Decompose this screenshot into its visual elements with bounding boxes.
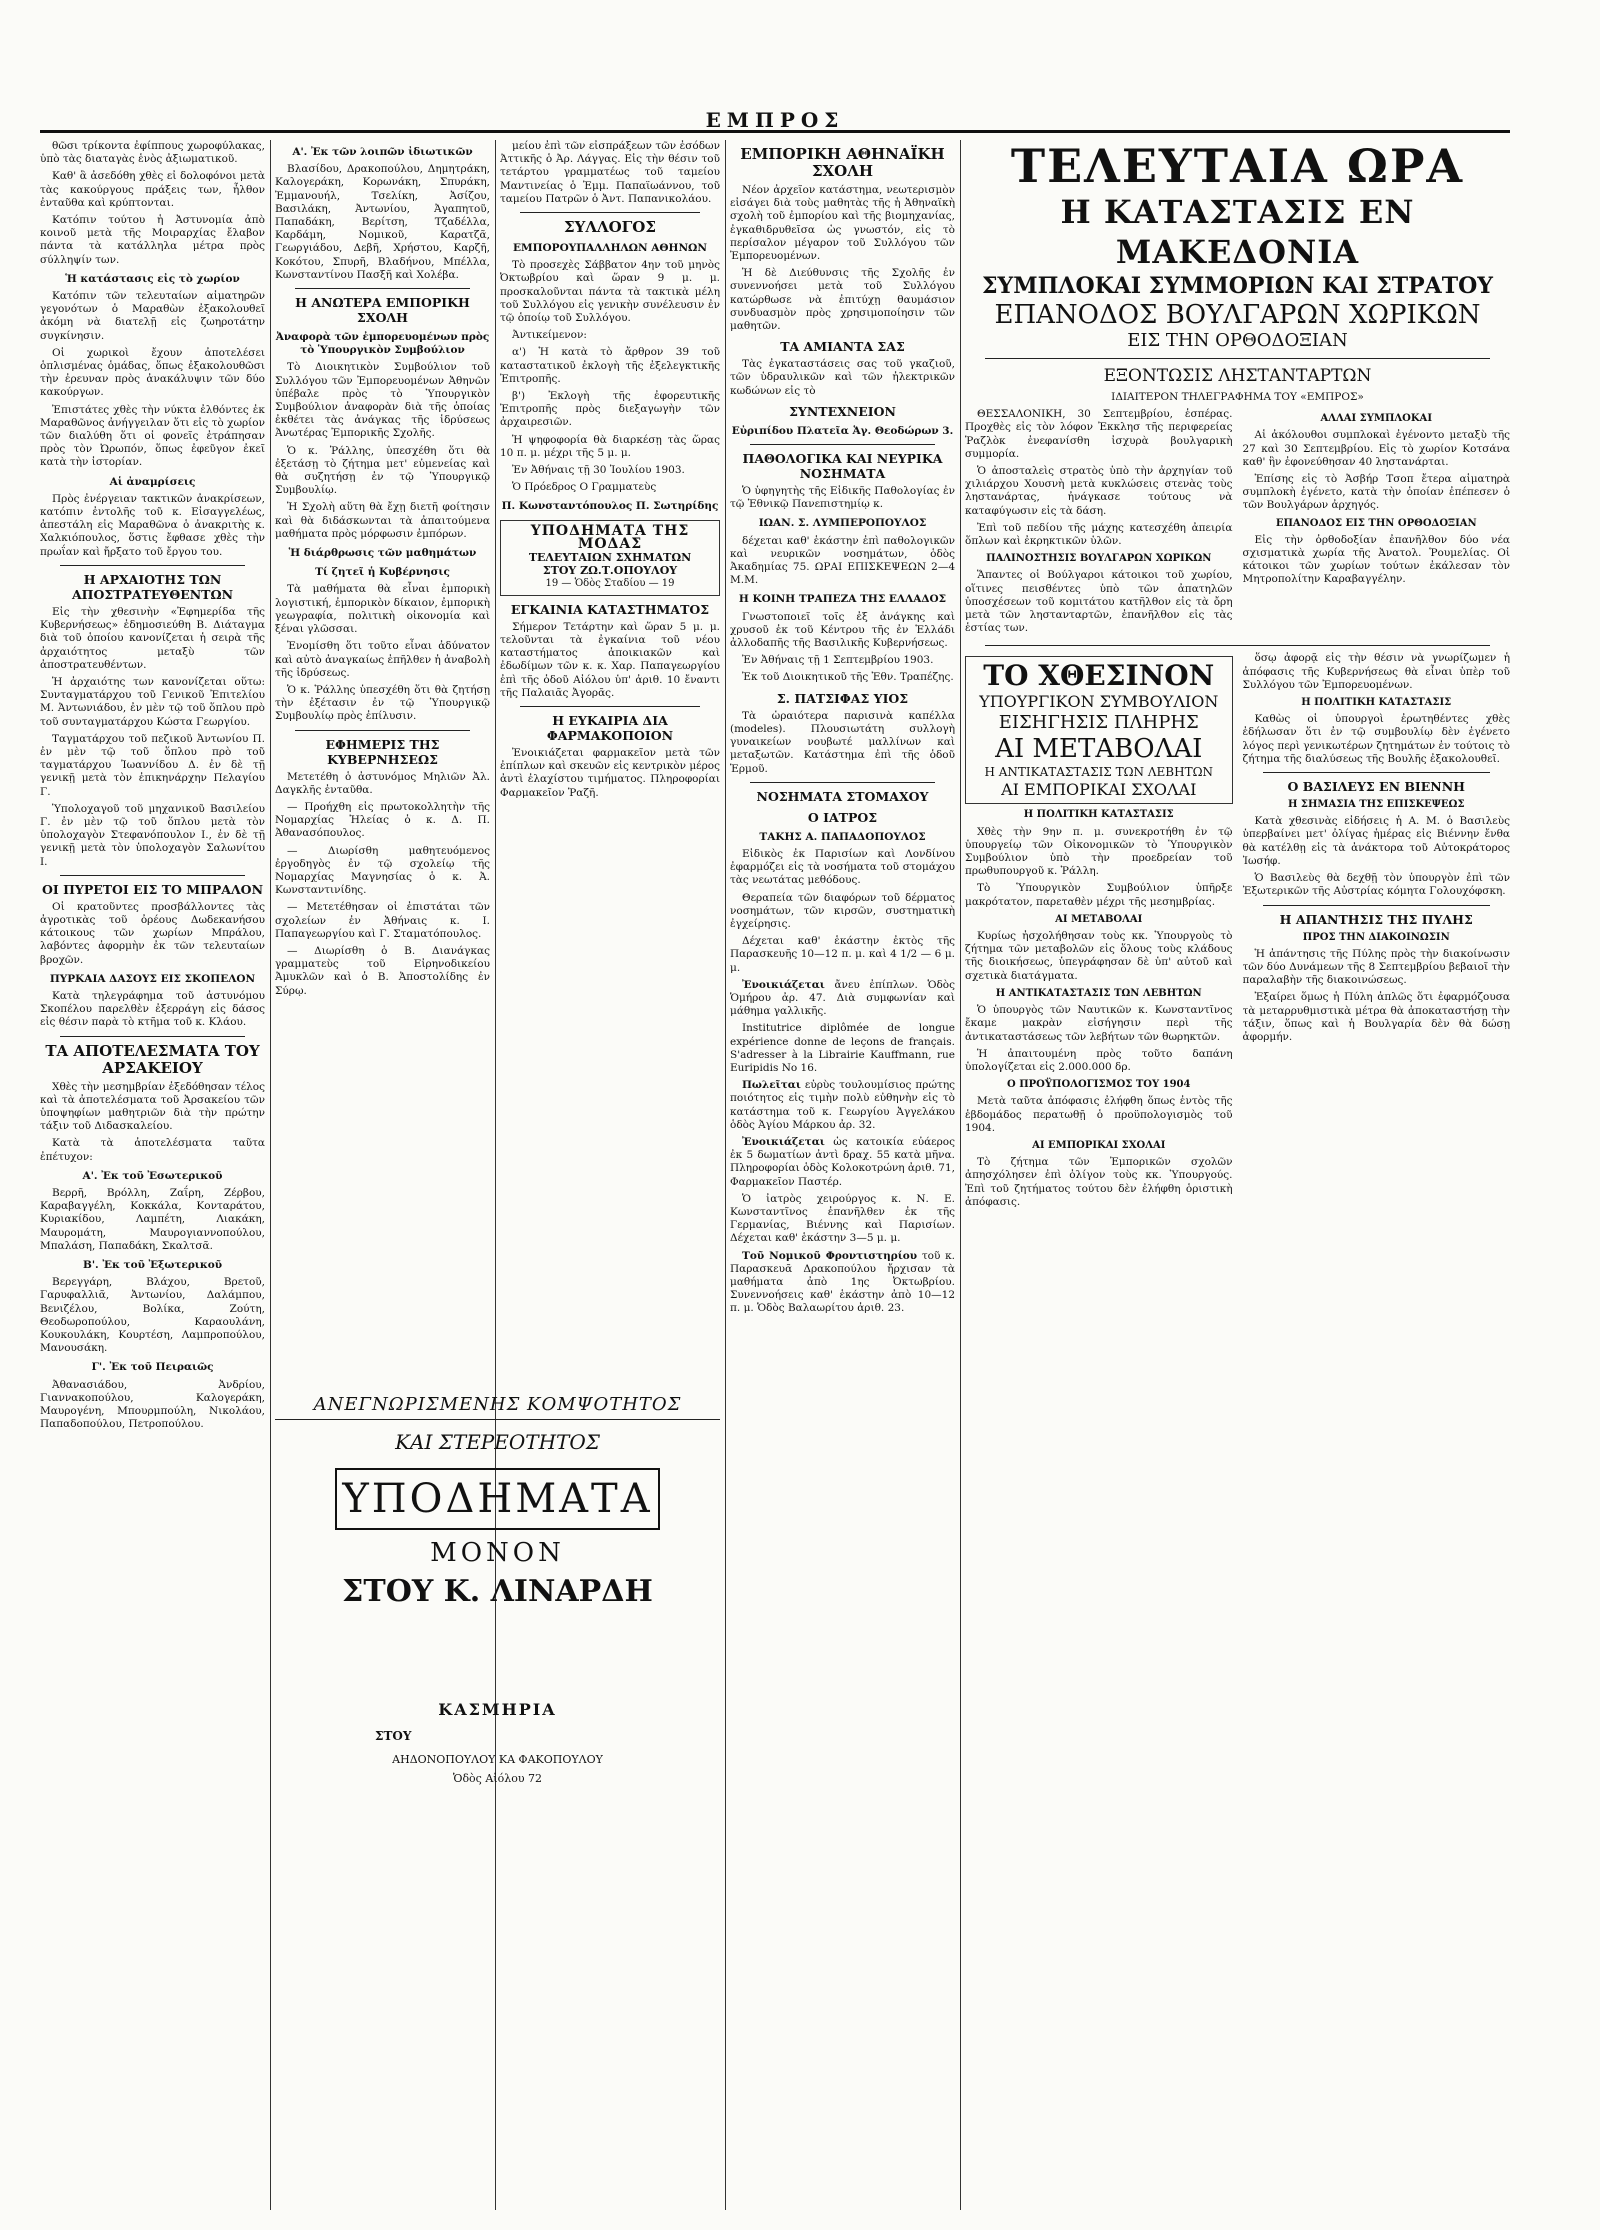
- paragraph: Τὸ Διοικητικὸν Συμβούλιον τοῦ Συλλόγου τῶν Ἐμπορευομένων Ἀθηνῶν ὑπέβαλε πρὸς τὸ Ὑπουργικὸν Συμβούλιον ἀναφορὰν διὰ τῆς ὁποίας ἐκθέτει τὰς ἀνάγκας τῆς ἱδρύσεως Ἀνωτέρας Ἐμπορικῆς Σχολῆς.: [275, 361, 490, 440]
- paragraph: Νέον ἀρχεῖον κατάστημα, νεωτερισμὸν εἰσάγει διὰ τοὺς μαθητὰς τῆς ἡ Ἀθηναϊκὴ σχολὴ τοῦ ἐμπορίου καὶ τῆς βιομηχανίας, ἐγκαθιδρυθεῖσα ὡς γνωστόν, εἰς τὸ περίσαλον μέγαρον τοῦ Συλλόγου τῶν Ἐμπορευομένων.: [730, 184, 955, 263]
- paragraph: Κυρίως ἠσχολήθησαν τοὺς κκ. Ὑπουργοὺς τὸ ζήτημα τῶν μεταβολῶν εἰς ὅλους τοὺς κλάδους τῆς διοικήσεως, ὑπεγράφησαν δὲ ὑπ' αὐτοῦ καὶ σχετικὰ διατάγματα.: [965, 930, 1233, 982]
- article-headline: Η ΕΥΚΑΙΡΙΑ ΔΙΑ ΦΑΡΜΑΚΟΠΟΙΟΝ: [546, 712, 674, 743]
- divider: [60, 565, 245, 566]
- classified-text: τοῦ κ. Παρασκευᾶ Δρακοπούλου ἤρχισαν τὰ μαθήματα ἀπὸ 1ης Ὀκτωβρίου. Συνεννοήσεις καθ' ἑκάστην ἀπὸ 10—12 π. μ. Ὁδὸς Βαλαωρίτου ἀριθ. 23.: [730, 1249, 955, 1315]
- article-headline: ΕΓΚΑΙΝΙΑ ΚΑΤΑΣΤΗΜΑΤΟΣ: [510, 601, 710, 617]
- subcolumn-right: [1243, 652, 1511, 1212]
- section-heading: Αἱ ἀναμρίσεις: [109, 475, 196, 488]
- subcolumn-right: [1243, 408, 1511, 639]
- shoe-advertisement: [275, 1390, 720, 1660]
- paragraph: Τὸ ζήτημα τῶν Ἐμπορικῶν σχολῶν ἀπησχόλησεν ἐπὶ ὀλίγον τοὺς κκ. Ὑπουργούς. Ἐπὶ τοῦ ζητήματος τούτου δὲν ἐλήφθη ὁριστικὴ ἀπόφασις.: [965, 1156, 1233, 1208]
- paragraph: Μετὰ ταῦτα ἀπόφασις ἐλήφθη ὅπως ἐντὸς τῆς ἑβδομάδος περατωθῇ ὁ προϋπολογισμὸς τοῦ 1904.: [965, 1095, 1233, 1134]
- ad-title: ΥΠΟΔΗΜΑΤΑ ΤΗΣ ΜΟΔΑΣ: [530, 522, 690, 552]
- paragraph: Ὁ Πρόεδρος Ο Γραμματεὺς: [512, 481, 657, 494]
- paragraph: Χθὲς τὴν 9ην π. μ. συνεκροτήθη ἐν τῷ ὑπουργείῳ τῶν Οἰκονομικῶν τὸ Ὑπουργικὸν Συμβούλιον ὑπὸ τὴν προεδρείαν τοῦ πρωθυπουργοῦ κ. Ῥάλλη.: [965, 825, 1233, 878]
- paragraph: Οἱ κρατοῦντες προσβάλλοντες τὰς ἀγροτικὰς τοῦ ὀρέους Δωδεκανήσου κάτοικους τῶν χωρίων Μπράλου, λαβόντες ἀφορμὴν ἐκ τῶν τελευταίων βροχῶν.: [40, 900, 265, 966]
- paragraph: Πρὸς ἐνέργειαν τακτικῶν ἀνακρίσεων, κατόπιν ἐντολῆς τοῦ κ. Εἰσαγγελέως, ἀπεστάλη εἰς Μαραθῶνα ὁ ἀνακριτὴς κ. Χαλκιόπουλος, ὅστις ἔφθασε χθὲς τὴν πρωΐαν καὶ ἤρξατο τοῦ ἔργου του.: [40, 492, 265, 558]
- paragraph: Ὁ ὑφηγητὴς τῆς Εἰδικῆς Παθολογίας ἐν τῷ Ἐθνικῷ Πανεπιστημίῳ κ.: [730, 485, 955, 511]
- headline-tertiary: Η ΑΝΤΙΚΑΤΑΣΤΑΣΙΣ ΤΩΝ ΛΕΒΗΤΩΝ: [984, 765, 1214, 780]
- headline-tertiary: ΣΥΜΠΛΟΚΑΙ ΣΥΜΜΟΡΙΩΝ ΚΑΙ ΣΤΡΑΤΟΥ: [982, 273, 1493, 299]
- article-headline: ΟΙ ΠΥΡΕΤΟΙ ΕΙΣ ΤΟ ΜΠΡΑΛΟΝ: [42, 881, 263, 897]
- subheading: Η ΠΟΛΙΤΙΚΗ ΚΑΤΑΣΤΑΣΙΣ: [1301, 697, 1452, 709]
- latest-news-block: [965, 140, 1510, 404]
- paragraph: Κατὰ τὰ ἀποτελέσματα ταῦτα ἐπέτυχον:: [40, 1137, 265, 1163]
- divider: [60, 1036, 245, 1037]
- paragraph: Ἐνοικιάζεται φαρμακεῖον μετὰ τῶν ἐπίπλων καὶ σκευῶν εἰς κεντρικὸν μέρος ἀντὶ ἐλαχίστου τιμήματος. Πληροφορίαι Φαρμακεῖον Ῥαζῆ.: [500, 746, 720, 799]
- paragraph: Τὸ προσεχὲς Σάββατον 4ην τοῦ μηνὸς Ὀκτωβρίου καὶ ὥραν 9 μ. μ. προσκαλοῦνται πάντα τὰ τακτικὰ μέλη τοῦ Συλλόγου εἰς γενικὴν συνέλευσιν ἐν τῷ ὁποίῳ τοῦ Συλλόγου.: [500, 259, 720, 325]
- ad-headline: Η ΚΟΙΝΗ ΤΡΑΠΕΖΑ ΤΗΣ ΕΛΛΑΔΟΣ: [738, 593, 947, 606]
- paragraph: — Διωρίσθη μαθητευόμενος ἐργοδηγὸς ἐν τῷ σχολείῳ τῆς Νομαρχίας Μαγνησίας ὁ κ. Ἀ. Κωνσταντινίδης.: [275, 844, 490, 897]
- ad-headline: ΤΑ ΑΜΙΑΝΤΑ ΣΑΣ: [780, 339, 905, 355]
- paragraph: Βλασίδου, Δρακοπούλου, Δημητράκη, Καλογεράκη, Κορωνάκη, Σπυράκη, Ἐμμανουήλ, Τσελίκη, Ἀσίζου, Βασιλάκη, Ἀντωνίου, Ἀγαπητοῦ, Παπαδάκη, Βερίτση, Τζαδέλλα, Καρδάμη, Νομικοῦ, Καρατζᾶ, Γεωργιάδου, Δεβῆ, Χρήστου, Καρζῆ, Κοκότου, Σπυρῆ, Βλαδήνου, Μπέλλα, Κωνσταντίνου Πασξῆ καὶ Χολέβα.: [275, 163, 490, 281]
- doctor-name: ΙΩΑΝ. Σ. ΛΥΜΠΕΡΟΠΟΥΛΟΣ: [758, 517, 927, 530]
- paragraph: Ἡ ἀρχαιότης των κανονίζεται οὕτω: Συνταγματάρχου τοῦ Γενικοῦ Ἐπιτελίου Μ. Ἀντωνιάδου, ἐν μὲν τῷ τοῦ ὅπλου πρὸ τοῦ συνταγματάρχου Κώστα Γεωργίου.: [40, 675, 265, 728]
- headline-tertiary: ΕΙΣ ΤΗΝ ΟΡΘΟΔΟΞΙΑΝ: [1127, 330, 1348, 351]
- paragraph: Κατὰ τηλεγράφημα τοῦ ἀστυνόμου Σκοπέλου παρελθὲν ἐξερράγη εἰς δάσος εἰς θέσιν παρὰ τὸ κτῆμα τοῦ κ. Κλάου.: [40, 989, 265, 1029]
- paragraph: [730, 1250, 955, 1316]
- paragraph: Ὁ ὑπουργὸς τῶν Ναυτικῶν κ. Κωνσταντῖνος ἔκαμε μακρὰν εἰσήγησιν περὶ τῆς ἀντικαταστάσεως τῶν λεβήτων τῶν θωρηκτῶν.: [965, 1004, 1233, 1043]
- column-rule: [270, 140, 271, 2210]
- subheading: Ἡ διάρθρωσις τῶν μαθημάτων: [288, 547, 477, 560]
- article-subheadline: ΕΜΠΟΡΟΥΠΑΛΛΗΛΩΝ ΑΘΗΝΩΝ: [512, 242, 707, 255]
- headline-tertiary: ΕΙΣΗΓΗΣΙΣ ΠΛΗΡΗΣ: [998, 712, 1199, 734]
- paragraph: — Μετετέθησαν οἱ ἐπιστάται τῶν σχολείων ἐν Ἀθήναις κ. Ι. Παπαγεωργίου καὶ Γ. Σταματόπουλος.: [275, 901, 490, 940]
- paragraph: Ἐνομίσθη ὅτι τοῦτο εἶναι ἀδύνατον καὶ αὐτὸ ἀναγκαίως ἐπῆλθεν ἡ ἀναβολὴ τῆς ἱδρύσεως.: [275, 640, 490, 679]
- paragraph: Μετετέθη ὁ ἀστυνόμος Μηλιῶν Ἀλ. Δαγκλῆς ἐνταῦθα.: [275, 770, 490, 796]
- ad-address: 19 — Ὁδὸς Σταδίου — 19: [545, 578, 675, 590]
- ad-line: ΤΕΛΕΥΤΑΙΩΝ ΣΧΗΜΑΤΩΝ: [528, 551, 692, 565]
- article-headline: Ο ΒΑΣΙΛΕΥΣ ΕΝ ΒΙΕΝΝΗ: [1287, 779, 1465, 795]
- paragraph: Αἱ ἀκόλουθοι συμπλοκαὶ ἐγένοντο μεταξὺ τῆς 27 καὶ 30 Σεπτεμβρίου. Εἰς τὸ χωρίον Κοτσάνα καθ' ἣν ἐφονεύθησαν 40 ληστανάρται.: [1242, 429, 1510, 468]
- ad-headline: ΣΥΝΤΕΧΝΕΙΟΝ: [789, 403, 896, 419]
- headline-tertiary: ΑΙ ΕΜΠΟΡΙΚΑΙ ΣΧΟΛΑΙ: [1001, 780, 1197, 800]
- paragraph: β') Ἐκλογὴ τῆς ἐφορευτικῆς Ἐπιτροπῆς πρὸς διεξαγωγὴν τῶν ἀρχαιρεσιῶν.: [500, 390, 720, 429]
- classified-text: ἄνευ ἐπίπλων. Ὁδὸς Ὁμήρου ἀρ. 47. Διὰ συμφωνίαν καὶ μάθημα γαλλικῆς.: [730, 978, 955, 1018]
- column-5: [965, 140, 1510, 2210]
- paragraph: Ἐν Ἀθήναις τῇ 30 Ἰουλίου 1903.: [512, 464, 685, 477]
- doctor-name: ΤΑΚΗΣ Α. ΠΑΠΑΔΟΠΟΥΛΟΣ: [759, 830, 926, 843]
- subheading: Η ΑΝΤΙΚΑΤΑΣΤΑΣΙΣ ΤΩΝ ΛΕΒΗΤΩΝ: [995, 987, 1202, 999]
- paragraph: α') Ἡ κατὰ τὸ ἄρθρον 39 τοῦ καταστατικοῦ ἐκλογὴ τῆς ἐξελεγκτικῆς Ἐπιτροπῆς.: [500, 346, 720, 385]
- divider: [520, 706, 700, 707]
- paragraph: Κατόπιν τούτου ἡ Ἀστυνομία ἀπὸ κοινοῦ μετὰ τῆς Μοιραρχίας ἔλαβον πάντα τὰ κατάλληλα μέτρα πρὸς σύλληψίν των.: [40, 214, 265, 266]
- classified-head: Τοῦ Νομικοῦ Φροντιστηρίου: [742, 1249, 918, 1262]
- ad-subheadline: Ο ΙΑΤΡΟΣ: [807, 809, 878, 825]
- paragraph: [730, 979, 955, 1019]
- article-headline: ΤΑ ΑΠΟΤΕΛΕΣΜΑΤΑ ΤΟΥ ΑΡΣΑΚΕΙΟΥ: [45, 1041, 260, 1077]
- paragraph: Ἡ Σχολὴ αὕτη θὰ ἔχῃ διετῆ φοίτησιν καὶ θὰ διδάσκωνται τὰ ἀπαιτούμενα μαθήματα πρὸς μόρφωσιν ἐμπόρων.: [275, 501, 490, 540]
- classified-head: Ἐνοικιάζεται: [742, 978, 825, 991]
- paragraph: [730, 1136, 955, 1189]
- ad-line: ΣΤΟΥ: [375, 1729, 412, 1743]
- classified-head: Ἐνοικιάζεται: [742, 1135, 825, 1148]
- paragraph: Institutrice diplômée de longue expérience donne de leçons de français. S'adresser à la Librairie Kauffmann, rue Euripidis No 16.: [730, 1022, 955, 1074]
- subheading: ΠΡΟΣ ΤΗΝ ΔΙΑΚΟΙΝΩΣΙΝ: [1302, 931, 1450, 943]
- ad-headline: ΠΑΘΟΛΟΓΙΚΑ ΚΑΙ ΝΕΥΡΙΚΑ ΝΟΣΗΜΑΤΑ: [742, 451, 943, 482]
- headline-main: ΤΟ ΧΘΕΣΙΝΟΝ: [983, 659, 1215, 693]
- headline-tertiary: ΕΠΑΝΟΔΟΣ ΒΟΥΛΓΑΡΩΝ ΧΩΡΙΚΩΝ: [994, 300, 1481, 330]
- divider: [750, 782, 935, 783]
- paragraph: Δέχεται καθ' ἑκάστην ἐκτὸς τῆς Παρασκευῆς 10—12 π. μ. καὶ 4 1/2 — 6 μ. μ.: [730, 935, 955, 974]
- paragraph: Ἐπίσης εἰς τὸ Ἀσβήρ Τσοπ ἔτερα αἱματηρὰ συμπλοκὴ ἐγένετο, κατὰ τὴν ὁποίαν ἐπέπεσεν ὁ τῶν Βουλγάρων ἀρχηγός.: [1242, 473, 1510, 512]
- column-1: [40, 140, 265, 2210]
- paragraph: ΘΕΣΣΑΛΟΝΙΚΗ, 30 Σεπτεμβρίου, ἑσπέρας. Προχθὲς εἰς τὸν λόφον Ἐκκλησ τῆς περιφερείας Ῥαζλὸκ ἐνεφανίσθη ἰσχυρὰ βουλγαρικὴ συμμορία.: [965, 408, 1233, 460]
- masthead: [40, 108, 1510, 133]
- kasmiria-advertisement: [275, 1700, 720, 1785]
- headline-main: ΤΕΛΕΥΤΑΙΑ ΩΡΑ: [1010, 140, 1465, 193]
- divider: [1263, 905, 1491, 906]
- ad-headline: ΝΟΣΗΜΑΤΑ ΣΤΟΜΑΧΟΥ: [756, 788, 929, 804]
- ad-address: Εὐριπίδου Πλατεῖα Ἁγ. Θεοδώρων 3.: [731, 424, 954, 437]
- ad-title: ΚΑΣΜΗΡΙΑ: [438, 1700, 557, 1719]
- divider: [60, 875, 245, 876]
- column-3: [500, 140, 720, 1380]
- subheading: ΑΛΛΑΙ ΣΥΜΠΛΟΚΑΙ: [1320, 413, 1432, 425]
- paragraph: μείου ἐπὶ τῶν εἰσπράξεων τῶν ἐσόδων Ἀττικῆς ὁ Ἀρ. Λάγγας. Εἰς τὴν θέσιν τοῦ τετάρτου γραμματέως τοῦ ταμείου Μαντινείας ὁ Ἐμμ. Παπαϊωάννου, τοῦ ταμείου Πατρῶν ὁ Ἀντ. Παπανικολάου.: [500, 140, 720, 205]
- paragraph: Εἰδικὸς ἐκ Παρισίων καὶ Λονδίνου ἐφαρμόζει εἰς τὰ νοσήματα τοῦ στομάχου τὰς νεωτάτας μεθόδους.: [730, 847, 955, 887]
- divider: [295, 288, 470, 289]
- paragraph: Βερεγγάρη, Βλάχου, Βρετοῦ, Γαρυφαλλιᾶ, Ἀντωνίου, Δαλάμπου, Βενιζέλου, Βολίκα, Ζούτη, Θεοδωροπούλου, Καραουλάνη, Κουκουλάκη, Κουρτέση, Λαμπροπούλου, Μανουσάκη.: [40, 1276, 265, 1355]
- paragraph: Ἡ ἀπαιτουμένη πρὸς τοῦτο δαπάνη ὑπολογίζεται εἰς 2.000.000 δρ.: [965, 1047, 1233, 1073]
- paragraph: Ἅπαντες οἱ Βούλγαροι κάτοικοι τοῦ χωρίου, οἵτινες πεισθέντες ὑπὸ τῶν ἀπατηλῶν ὑποσχέσεων τοῦ κομιτάτου κατῆλθον εἰς τὰ ὄρη μετὰ τῶν ληστανταρτῶν, ἐπανῆλθον εἰς τὰς ἑστίας των.: [965, 569, 1233, 635]
- subcolumn-left: [965, 408, 1233, 639]
- signature: Π. Κωνσταντόπουλος Π. Σωτηρίδης: [501, 500, 719, 513]
- ad-line: ΚΑΙ ΣΤΕΡΕΟΤΗΤΟΣ: [395, 1430, 600, 1454]
- paragraph: — Προήχθη εἰς πρωτοκολλητὴν τῆς Νομαρχίας Ἠλείας ὁ κ. Δ. Π. Ἀθανασόπουλος.: [275, 800, 490, 840]
- headline-tertiary: ΑΙ ΜΕΤΑΒΟΛΑΙ: [995, 734, 1203, 765]
- article-headline: Η ΑΠΑΝΤΗΣΙΣ ΤΗΣ ΠΥΛΗΣ: [1279, 911, 1473, 927]
- subheading: Γ'. Ἐκ τοῦ Πειραιῶς: [91, 1361, 214, 1374]
- article-headline: Η ΑΝΩΤΕΡΑ ΕΜΠΟΡΙΚΗ ΣΧΟΛΗ: [295, 295, 470, 326]
- paragraph: Τὰ ὡραιότερα παρισινὰ καπέλλα (modeles). Πλουσιωτάτη συλλογὴ γυναικείων νουβωτέ μαλλίνων καὶ μεταξωτῶν. Κατάστημα ἐπὶ τῆς ὁδοῦ Ἑρμοῦ.: [730, 709, 955, 775]
- subheading: Β'. Ἐκ τοῦ Ἐξωτερικοῦ: [82, 1259, 223, 1272]
- section-heading: Ἡ κατάστασις εἰς τὸ χωρίον: [65, 272, 240, 285]
- paragraph: Ἡ δὲ Διεύθυνσις τῆς Σχολῆς ἐν συνεννοήσει μετὰ τοῦ Συλλόγου κατώρθωσε νὰ ἐπιτύχῃ θαυμάσιον συνδυασμὸν πρὸς χρησιμοποίησιν τῶν μαθητῶν.: [730, 267, 955, 333]
- paragraph: Ὁ ἀποσταλεὶς στρατὸς ὑπὸ τὴν ἀρχηγίαν τοῦ χιλιάρχου Χουσνὴ μετὰ κυκλώσεις στενὰς τοὺς ληστανάρτας, ἠνάγκασε τούτους νὰ καταφύγωσιν εἰς τὰ δάση.: [965, 465, 1233, 517]
- paragraph: Ἡ ἀπάντησις τῆς Πύλης πρὸς τὴν διακοίνωσιν τῶν δύο Δυνάμεων τῆς 8 Σεπτεμβρίου βεβαιοῖ τὴν παραλαβὴν τῆς διακοινώσεως.: [1242, 947, 1510, 987]
- paragraph: Οἱ χωρικοὶ ἔχουν ἀποτελέσει ὁπλισμένας ὁμάδας, ὅπως ἐξακολουθῶσι τὴν ἐρευναν πρὸς ἀνακάλυψιν τῶν δύο κακούργων.: [40, 346, 265, 399]
- ad-line: ΜΟΝΟΝ: [430, 1538, 565, 1568]
- ad-line: ΑΗΔΟΝΟΠΟΥΛΟΥ ΚΑ ΦΑΚΟΠΟΥΛΟΥ: [392, 1753, 603, 1766]
- column-2: [275, 140, 490, 1380]
- paragraph: Ὑπολοχαγοῦ τοῦ μηχανικοῦ Βασιλείου Γ. ἐν μὲν τῷ τοῦ ὅπλου μετὰ τὸν ὑπολοχαγὸν Στεφανόπουλον Ι., ἐν δὲ τῇ γενικῇ μετὰ τὸν ὑπολοχαγὸν Σαλωνίτου Ι.: [40, 802, 265, 868]
- paragraph: Τὰς ἐγκαταστάσεις σας τοῦ γκαζιοῦ, τῶν ὑδραυλικῶν καὶ τῶν ἠλεκτρικῶν κωδώνων εἰς τὸ: [730, 358, 955, 397]
- classified-text: εὐρὺς τουλουμίσιος πρώτης ποιότητος εἰς τιμὴν πολὺ εὐθηνὴν εἰς τὸ κατάστημα τοῦ κ. Γεωργίου Ἀγγελάκου ὁδὸς Ἀγίου Μάρκου ἀρ. 32.: [730, 1079, 955, 1131]
- article-headline: ΣΥΛΛΟΓΟΣ: [564, 218, 656, 237]
- subheading: Τί ζητεῖ ἡ Κυβέρνησις: [315, 566, 450, 579]
- paragraph: Χθὲς τὴν μεσημβρίαν ἐξεδόθησαν τέλος καὶ τὰ ἀποτελέσματα τοῦ Ἀρσακείου τῶν ὑποψηφίων μαθητριῶν διὰ τὴν πρώτην τάξιν τοῦ Διδασκαλείου.: [40, 1080, 265, 1133]
- subheading: ΠΑΛΙΝΟΣΤΗΣΙΣ ΒΟΥΛΓΑΡΩΝ ΧΩΡΙΚΩΝ: [986, 553, 1212, 565]
- column-rule: [960, 140, 961, 2210]
- classified-text: ὡς κατοικία εὐάερος ἐκ 5 δωματίων ἀντὶ δραχ. 55 κατὰ μῆνα. Πληροφορίαι ὁδὸς Κολοκοτρώνη ἀριθ. 71, Φαρμακεῖον Παστέρ.: [730, 1135, 955, 1188]
- paragraph: Κατὰ χθεσινὰς εἰδήσεις ἡ Α. Μ. ὁ Βασιλεὺς ὑπερβαίνει μετ' ὀλίγας ἡμέρας εἰς Βιέννην ἔνθα θὰ κατέλθῃ εἰς τὰ ἀνάκτορα τοῦ Αὐτοκράτορος Ἰωσήφ.: [1242, 815, 1510, 867]
- paragraph: Καθὼς οἱ ὑπουργοὶ ἐρωτηθέντες χθὲς ἐδήλωσαν ὅτι ἐν τῷ συμβουλίῳ δὲν ἐγένετο λόγος περὶ γενικωτέρων ζητημάτων ἐν τούτοις τὸ ζήτημα τῆς διαλύσεως τῆς Βουλῆς ἐξακολουθεῖ.: [1242, 713, 1510, 765]
- paragraph: Ὁ ἰατρὸς χειρούργος κ. Ν. Ε. Κωνσταντῖνος ἐπανῆλθεν ἐκ τῆς Γερμανίας, Βιέννης καὶ Παρισίων. Δέχεται καθ' ἑκάστην 3—5 μ. μ.: [730, 1192, 955, 1245]
- subheading: Η ΠΟΛΙΤΙΚΗ ΚΑΤΑΣΤΑΣΙΣ: [1023, 809, 1174, 821]
- paragraph: Ὁ κ. Ῥάλλης ὑπεσχέθη ὅτι θὰ ζητήσῃ τὴν ἐξέτασιν ἐν τῷ Ὑπουργικῷ Συμβουλίῳ πρὸς ἐπίλυσιν.: [275, 683, 490, 723]
- subheading: ΑΙ ΕΜΠΟΡΙΚΑΙ ΣΧΟΛΑΙ: [1032, 1139, 1166, 1151]
- ad-line: ΣΤΟΥ ΖΩ.Τ.ΟΠΟΥΛΟΥ: [542, 564, 678, 578]
- subheading: ΕΠΑΝΟΔΟΣ ΕΙΣ ΤΗΝ ΟΡΘΟΔΟΞΙΑΝ: [1275, 517, 1477, 529]
- paragraph: Ἐπιστάτες χθὲς τὴν νύκτα ἐλθόντες ἐκ Μαραθῶνος ἀνήγγειλαν ὅτι εἰς τὸ χωρίον τῶν διαλύθη ὅτι οἱ φονεῖς ἐτράπησαν πρὸς τὸν Ὠρωπόν, ὅπως ἐφεῦγον ἐκεῖ κατὰ τὴν ἱστορίαν.: [40, 403, 265, 469]
- paragraph: Ἀντικείμενον:: [512, 329, 587, 342]
- paragraph: Εἰς τὴν ὀρθοδοξίαν ἐπανῆλθον δύο νέα σχισματικὰ χωρία τῆς Ἀνατολ. Ῥουμελίας. Οἱ κάτοικοι τῶν χωρίων τούτων ἐκάλεσαν τὸν Μητροπολίτην Καραβαγγέλην.: [1242, 533, 1510, 586]
- ad-line: ΑΝΕΓΝΩΡΙΣΜΕΝΗΣ ΚΟΜΨΟΤΗΤΟΣ: [275, 1390, 720, 1420]
- ad-headline: Σ. ΠΑΤΣΙΦΑΣ ΥΙΟΣ: [776, 690, 909, 706]
- paragraph: Θεραπεία τῶν διαφόρων τοῦ δέρματος νοσημάτων, τῶν κιρσῶν, συστηματικὴ ἐγχείρησις.: [730, 891, 955, 930]
- column-4: [730, 140, 955, 2210]
- paragraph: Ἀθανασιάδου, Ἀνδρίου, Γιαννακοπούλου, Καλογεράκη, Μαυρογένη, Μπουρμπούλη, Νικολάου, Παπαδοπούλου, Πετροπούλου.: [40, 1378, 265, 1431]
- paragraph: Σήμερον Τετάρτην καὶ ὥραν 5 μ. μ. τελοῦνται τὰ ἐγκαίνια τοῦ νέου καταστήματος ἀποικιακῶν καὶ ἐδωδίμων τῶν κ. κ. Χαρ. Παπαγεωργίου ἐπὶ τῆς ὁδοῦ Αἰόλου ὑπ' ἀριθ. 10 ἔναντι τῆς Παλαιᾶς Ἀγορᾶς.: [500, 620, 720, 699]
- article-subheadline: Ἀναφορὰ τῶν ἐμπορευομένων πρὸς τὸ Ὑπουργικὸν Συμβούλιον: [275, 331, 490, 357]
- paragraph: Τὸ Ὑπουργικὸν Συμβούλιον ὑπῆρξε μακρότατον, παρεταθὲν μέχρι τῆς μεσημβρίας.: [965, 882, 1233, 908]
- advertisement: [500, 520, 720, 596]
- paragraph: Ταγματάρχου τοῦ πεζικοῦ Ἀντωνίου Π. ἐν μὲν τῷ τοῦ ὅπλου πρὸ τοῦ ταγματάρχου Ἰωαννίδου Δ. ἐν δὲ τῇ γενικῇ μετὰ τὸν ἐπικηνάρχην Πελαγίου Γ.: [40, 732, 265, 798]
- paragraph: Τὰ μαθήματα θὰ εἶναι ἐμπορικὴ λογιστική, ἐμπορικὸν δίκαιον, ἐμπορικὴ γεωγραφία, πολιτικὴ οἰκονομία καὶ ξέναι γλῶσσαι.: [275, 583, 490, 636]
- paragraph: Ἐκ τοῦ Διοικητικοῦ τῆς Ἐθν. Τραπέζης.: [742, 671, 954, 684]
- divider: [750, 444, 935, 445]
- headline-secondary: ΥΠΟΥΡΓΙΚΟΝ ΣΥΜΒΟΥΛΙΟΝ: [979, 692, 1219, 712]
- column-rule: [725, 140, 726, 2210]
- dispatch-label: ΙΔΙΑΙΤΕΡΟΝ ΤΗΛΕΓΡΑΦΗΜΑ ΤΟΥ «ΕΜΠΡΟΣ»: [1111, 391, 1364, 403]
- paragraph: Εἰς τὴν χθεσινὴν «Ἐφημερίδα τῆς Κυβερνήσεως» ἐδημοσιεύθη Β. Διάταγμα διὰ τοῦ ὁποίου κανονίζεται ἡ σειρὰ τῆς ἀρχαιότητος μεταξὺ τῶν ἀποστρατευθέντων.: [40, 605, 265, 671]
- article-headline: ΠΥΡΚΑΙΑ ΔΑΣΟΥΣ ΕΙΣ ΣΚΟΠΕΛΟΝ: [49, 972, 256, 985]
- paragraph: Ὁ Βασιλεὺς θὰ δεχθῇ τὸν ὑπουργὸν ἐπὶ τῶν Ἐξωτερικῶν τῆς Αὐστρίας κόμητα Γολουχόφσκη.: [1242, 872, 1510, 898]
- paragraph: Ἐπὶ τοῦ πεδίου τῆς μάχης κατεσχέθη ἀπειρία ὅπλων καὶ ἐκρηκτικῶν ὑλῶν.: [965, 521, 1233, 548]
- paragraph: Γνωστοποιεῖ τοῖς ἐξ ἀνάγκης καὶ χρυσοῦ ἐκ τοῦ Κέντρου τῆς ἐν Ἑλλάδι ἀλλοδαπῆς τῆς Βασιλικῆς Κυβερνήσεως.: [730, 610, 955, 650]
- paragraph: — Διωρίσθη ὁ Β. Διανάγκας γραμματεὺς τοῦ Εἰρηνοδικείου Ἀμυκλῶν καὶ ὁ Β. Ἀποστολίδης ἐν Σύρῳ.: [275, 944, 490, 997]
- paragraph: Ὁ κ. Ῥάλλης, ὑπεσχέθη ὅτι θὰ ἐξετάσῃ τὸ ζήτημα μετ' εὐμενείας καὶ θὰ συζητήσῃ ἐν τῷ Ὑπουργικῷ Συμβουλίῳ.: [275, 444, 490, 497]
- masthead-title: ΕΜΠΡΟΣ: [705, 108, 845, 132]
- paragraph: Ἐν Ἀθήναις τῇ 1 Σεπτεμβρίου 1903.: [742, 654, 934, 667]
- classified-head: Πωλεῖται: [742, 1079, 801, 1092]
- paragraph: Καθ' ἃ ἀσεδόθη χθὲς εἰ δολοφόνοι μετὰ τὰς κακούργους πράξεις των, ἦλθον ἐνταῦθα καὶ κρύπτονται.: [40, 170, 265, 209]
- ad-title: ΥΠΟΔΗΜΑΤΑ: [335, 1468, 660, 1530]
- subheading: Α'. Ἐκ τοῦ Ἐσωτερικοῦ: [82, 1169, 223, 1182]
- subcolumn-left: [965, 652, 1233, 1212]
- divider: [295, 730, 470, 731]
- paragraph: θῶσι τρίκοντα ἐφίππους χωροφύλακας, ὑπὸ τὰς διαταγὰς ἑνὸς ἀξιωματικοῦ.: [40, 140, 265, 166]
- article-headline: Η ΑΡΧΑΙΟΤΗΣ ΤΩΝ ΑΠΟΣΤΡΑΤΕΥΘΕΝΤΩΝ: [71, 571, 234, 602]
- paragraph: ὅσῳ ἀφορᾷ εἰς τὴν θέσιν νὰ γνωρίζωμεν ἡ ἀπόφασις τῆς Κυβερνήσεως θὰ εἶναι ὑπὲρ τοῦ Συλλόγου τῶν Ἐμπορευομένων.: [1242, 652, 1510, 691]
- divider: [1263, 772, 1491, 773]
- divider: [520, 212, 700, 213]
- subheading: ΑΙ ΜΕΤΑΒΟΛΑΙ: [1055, 913, 1143, 925]
- paragraph: Κατόπιν τῶν τελευταίων αἱματηρῶν γεγονότων ὁ Μαραθὼν ἐξακολουθεῖ ἀκόμη νὰ διατελῇ εἰς ζωηροτάτην συγκίνησιν.: [40, 290, 265, 342]
- two-column-block: [965, 652, 1510, 1212]
- ad-line: ΣΤΟΥ Κ. ΛΙΝΑΡΔΗ: [342, 1574, 653, 1609]
- subheading: Α'. Ἐκ τῶν λοιπῶν ἰδιωτικῶν: [292, 146, 473, 158]
- cabinet-headline-block: [965, 656, 1233, 804]
- paragraph: [730, 1079, 955, 1132]
- paragraph: δέχεται καθ' ἑκάστην ἐπὶ παθολογικῶν καὶ νευρικῶν νοσημάτων, ὁδὸς Ἀκαδημίας 75. ΩΡΑΙ ΕΠΙΣΚΕΨΕΩΝ 2—4 Μ.Μ.: [730, 534, 955, 587]
- paragraph: Ἡ ψηφοφορία θὰ διαρκέσῃ τὰς ὥρας 10 π. μ. μέχρι τῆς 5 μ. μ.: [500, 433, 720, 459]
- article-headline: ΕΜΠΟΡΙΚΗ ΑΘΗΝΑΪΚΗ ΣΧΟΛΗ: [740, 145, 945, 180]
- subheading: Η ΣΗΜΑΣΙΑ ΤΗΣ ΕΠΙΣΚΕΨΕΩΣ: [1287, 799, 1465, 811]
- divider: [985, 358, 1490, 359]
- headline-secondary: Η ΚΑΤΑΣΤΑΣΙΣ ΕΝ ΜΑΚΕΔΟΝΙΑ: [1060, 193, 1415, 271]
- two-column-block: [965, 408, 1510, 639]
- ad-address: Ὁδὸς Αἰόλου 72: [452, 1772, 542, 1785]
- paragraph: Βερρῆ, Βρόλλη, Ζαΐρη, Ζέρβου, Καραβαγγέλη, Κοκκάλα, Κονταράτου, Κυριακίδου, Λαμπέτη, Λιακάκη, Μαυρομάτη, Μαυρογιαννοπούλου, Μπαλάση, Παπαδάκη, Σκαλτσᾶ.: [40, 1187, 265, 1252]
- headline-tertiary: ΕΞΟΝΤΩΣΙΣ ΛΗΣΤΑΝΤΑΡΤΩΝ: [1103, 366, 1372, 386]
- subheading: Ο ΠΡΟΫΠΟΛΟΓΙΣΜΟΣ ΤΟΥ 1904: [1007, 1079, 1191, 1091]
- column-rule: [495, 140, 496, 2210]
- paragraph: Ἐξαίρει ὅμως ἡ Πύλη ἁπλῶς ὅτι ἐφαρμόζουσα τὰ μεταρρυθμιστικὰ μέτρα θὰ ἀποκαταστήσῃ τὴν τάξιν, ὅπως καὶ ἡ Βουλγαρία δὲν θὰ δώσῃ ἀφορμήν.: [1242, 991, 1510, 1043]
- divider: [985, 645, 1490, 646]
- article-headline: ΕΦΗΜΕΡΙΣ ΤΗΣ ΚΥΒΕΡΝΗΣΕΩΣ: [325, 736, 440, 767]
